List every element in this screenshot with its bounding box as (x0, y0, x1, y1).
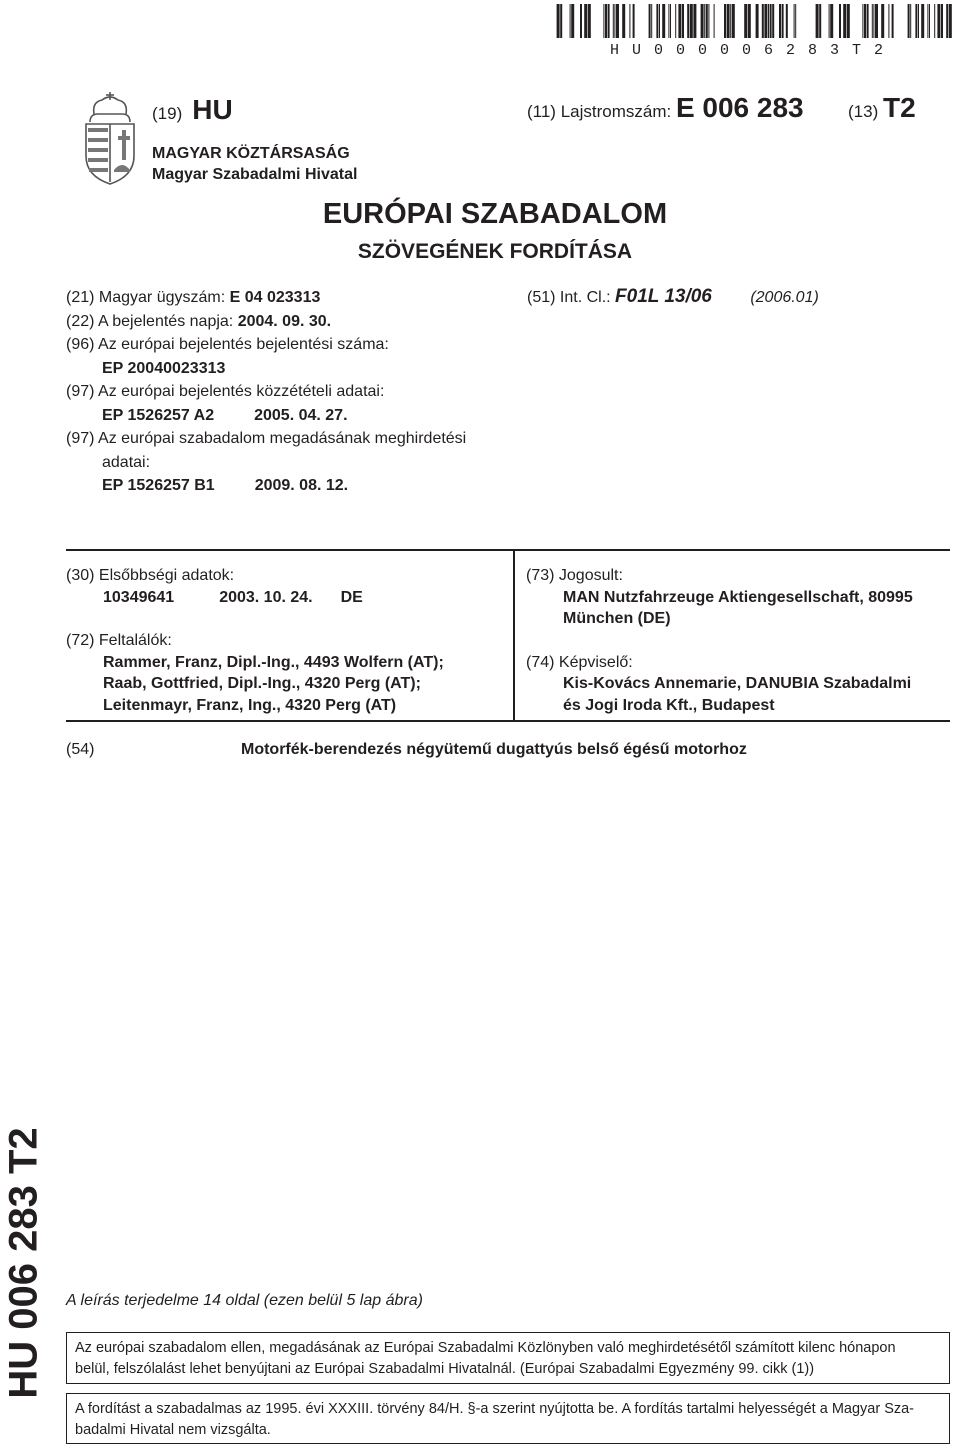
divider-bottom (66, 720, 950, 722)
representative-line-2: és Jogi Iroda Kft., Budapest (563, 696, 775, 714)
field-96-value: EP 20040023313 (102, 359, 226, 377)
field-22: (22) A bejelentés napja: 2004. 09. 30. (66, 312, 332, 330)
translation-notice-line-2: badalmi Hivatal nem vizsgálta. (75, 1422, 271, 1438)
country-name: MAGYAR KÖZTÁRSASÁG (152, 145, 350, 162)
inventor-1: Rammer, Franz, Dipl.-Ing., 4493 Wolfern (AT); (103, 653, 444, 671)
classification (527, 286, 819, 308)
owner-and-representative (526, 565, 950, 716)
country-code: HU (192, 94, 233, 125)
translation-notice-box (66, 1393, 950, 1444)
opposition-notice-line-2: belül, felszólalást lehet benyújtani az Európai Szabadalmi Hivatalnál. (Európai Szabadalmi Egyezmény 99. cikk (1)) (75, 1361, 815, 1377)
field-54-code: (54) (66, 741, 95, 758)
opposition-notice-line-1: Az európai szabadalom ellen, megadásának az Európai Szabadalmi Közlönyben való meghirdetésétől számított kilenc hónapon (75, 1340, 896, 1356)
classification-label: (51) Int. Cl.: (527, 289, 611, 306)
field-72-label: (72) Feltalálók: (66, 632, 172, 649)
inventor-3: Leitenmayr, Franz, Ing., 4320 Perg (AT) (103, 696, 397, 714)
divider-vertical (513, 549, 515, 722)
document-title: EURÓPAI SZABADALOM (322, 198, 668, 230)
translation-notice-line-1: A fordítást a szabadalmas az 1995. évi XXXIII. törvény 84/H. §-a szerint nyújtotta be. A fordítás tartalmi helyességét a Magyar Sza- (75, 1401, 915, 1417)
opposition-notice-box (66, 1332, 950, 1384)
field-13-code: (13) (848, 102, 879, 121)
field-97b-value: EP 1526257 B1 2009. 08. 12. (102, 477, 349, 494)
invention-title-row (66, 741, 747, 759)
field-97a-label: (97) Az európai bejelentés közzétételi adatai: (66, 383, 385, 400)
invention-title: Motorfék-berendezés négyütemű dugattyús belső égésű motorhoz (241, 741, 747, 758)
field-97a-value: EP 1526257 A2 2005. 04. 27. (102, 406, 348, 424)
registration-header (527, 92, 804, 124)
barcode-text: HU000006283T2 (609, 42, 897, 59)
owner-line-1: MAN Nutzfahrzeuge Aktiengesellschaft, 80995 (563, 588, 913, 606)
classification-code: F01L 13/06 (615, 286, 712, 307)
registration-number: E 006 283 (675, 92, 804, 123)
field-96-label: (96) Az európai bejelentés bejelentési száma: (66, 336, 389, 353)
barcode (553, 4, 953, 38)
field-30-label: (30) Elsőbbségi adatok: (66, 567, 235, 584)
issuing-office (152, 143, 357, 185)
kind-code: T2 (882, 92, 916, 123)
bibliographic-data (66, 286, 466, 498)
field-97b-label-cont: adatai: (102, 453, 151, 471)
kind-header (848, 92, 916, 124)
owner-line-2: München (DE) (563, 610, 671, 627)
field-21: (21) Magyar ügyszám: E 04 023313 (66, 289, 321, 306)
field-97b-label: (97) Az európai szabadalom megadásának meghirdetési (66, 430, 467, 447)
representative-line-1: Kis-Kovács Annemarie, DANUBIA Szabadalmi (563, 675, 912, 692)
coat-of-arms-icon (80, 92, 140, 186)
country-header (152, 94, 233, 126)
divider-top (66, 549, 950, 551)
field-73-label: (73) Jogosult: (526, 567, 623, 584)
side-publication-code: HU 006 283 T2 (1, 1126, 46, 1399)
office-name: Magyar Szabadalmi Hivatal (152, 166, 358, 183)
document-subtitle: SZÖVEGÉNEK FORDÍTÁSA (357, 240, 633, 263)
classification-version: (2006.01) (750, 289, 819, 306)
inventor-2: Raab, Gottfried, Dipl.-Ing., 4320 Perg (AT); (103, 675, 421, 692)
field-11-label: (11) Lajstromszám: (527, 102, 672, 121)
field-19-code: (19) (152, 104, 183, 123)
description-length-note: A leírás terjedelme 14 oldal (ezen belül 5 lap ábra) (66, 1292, 423, 1309)
field-30-value: 10349641 2003. 10. 24. DE (103, 588, 363, 606)
priority-and-inventors (66, 565, 506, 716)
field-74-label: (74) Képviselő: (526, 653, 633, 671)
